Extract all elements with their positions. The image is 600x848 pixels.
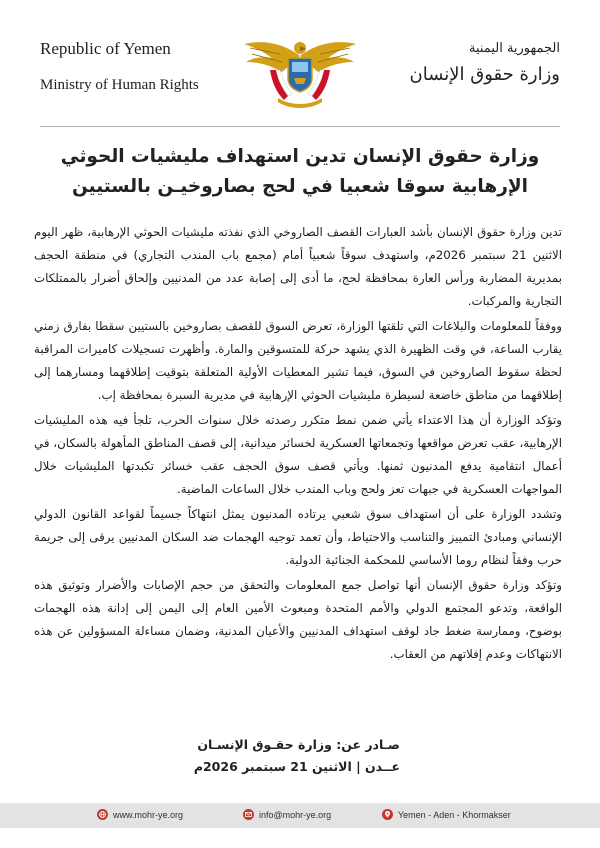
body-paragraph: ووفقاً للمعلومات والبلاغات التي تلقتها الوزارة، تعرض السوق للقصف بصاروخين بالستيين سقطا بفارق زمني يقارب الساعة، في وقت الظهيرة الذي يشهد حركة للمتسوقين والمارة. وأظهرت تسجيلات كاميرات المراقبة لحظة سقوط الصاروخين في السوق، فيما تشير المعطيات الأولية المتعلقة بتوقيت إطلاقهما ومسارهما إلى إطلاقهما من مناطق خاضعة لسيطرة مليشيات الحوثي الإرهابية في مديرية السبرة بمحافظة إب. bbox=[34, 319, 562, 402]
yemen-eagle-emblem-icon bbox=[242, 34, 358, 110]
issuer-line: صـادر عن: وزارة حقـوق الإنسـان bbox=[197, 737, 400, 752]
website-text: www.mohr-ye.org bbox=[113, 809, 184, 820]
footer-email[interactable] bbox=[243, 809, 331, 820]
footer-bar bbox=[0, 803, 600, 828]
footer-website[interactable] bbox=[97, 809, 183, 820]
letterhead-english bbox=[40, 38, 199, 96]
republic-name-en: Republic of Yemen bbox=[40, 39, 171, 58]
press-release-title bbox=[60, 142, 540, 202]
footer-address bbox=[382, 809, 511, 820]
ministry-name-ar: وزارة حقوق الإنسان bbox=[409, 64, 560, 85]
ministry-name-en: Ministry of Human Rights bbox=[40, 77, 199, 93]
press-release-body bbox=[34, 221, 562, 668]
body-paragraph: وتؤكد الوزارة أن هذا الاعتداء يأتي ضمن نمط متكرر رصدته خلال سنوات الحرب، تلجأ فيه هذه المليشيات الإرهابية، عقب تعرض مواقعها وتجمعاتها العسكرية لخسائر ميدانية، إلى قصف المناطق المأهولة بالسكان، في أعمال انتقامية يدفع المدنيون ثمنها. ويأتي قصف سوق الحجف عقب خسائر تكبدتها المليشيات خلال المواجهات العسكرية في جبهات تعز ولحج وباب المندب خلال الساعات الماضية. bbox=[34, 413, 562, 496]
body-paragraph: وتؤكد وزارة حقوق الإنسان أنها تواصل جمع المعلومات والتحقق من حجم الإصابات والأضرار وتوثيق هذه الواقعة، وتدعو المجتمع الدولي والأمم المتحدة ومبعوث الأمين العام إلى اليمن إلى إدانة هذه الهجمات بوضوح، وممارسة ضغط جاد لوقف استهداف المدنيين والأعيان المدنية، وضمان مساءلة المسؤولين عن هذه الانتهاكات وعدم إفلاتهم من العقاب. bbox=[34, 578, 562, 661]
title-line-1: وزارة حقوق الإنسان تدين استهداف مليشيات الحوثي bbox=[60, 146, 540, 167]
globe-icon bbox=[97, 809, 108, 820]
email-icon bbox=[243, 809, 254, 820]
location-pin-icon bbox=[382, 809, 393, 820]
header-divider bbox=[40, 126, 560, 127]
address-text: Yemen - Aden - Khormakser bbox=[398, 809, 511, 820]
title-line-2: الإرهابية سوقا شعبيا في لحج بصاروخيـن بالستيين bbox=[72, 176, 528, 197]
body-paragraph: وتشدد الوزارة على أن استهداف سوق شعبي يرتاده المدنيون يمثل انتهاكاً جسيماً لقواعد القانون الدولي الإنساني ومبادئ التمييز والتناسب والاحتياط، وأن تعمد توجيه الهجمات ضد السكان المدنيين يرقى إلى جريمة حرب وفقاً لنظام روما الأساسي للمحكمة الجنائية الدولية. bbox=[34, 507, 562, 567]
letterhead bbox=[0, 0, 600, 128]
body-paragraph: تدين وزارة حقوق الإنسان بأشد العبارات القصف الصاروخي الذي نفذته مليشيات الحوثي الإرهابية، ظهر اليوم الاثنين 21 سبتمبر 2026م، واستهدف سوقاً شعبياً أمام (مجمع باب المندب التجاري) في منطقة الحجف بمديرية المضاربة ورأس العارة بمحافظة لحج، ما أدى إلى إصابة عدد من المدنيين وإلحاق أضرار بالممتلكات التجارية والمركبات. bbox=[34, 225, 562, 308]
date-place-line: عــدن | الاثنين 21 سبتمبر 2026م bbox=[193, 759, 400, 774]
email-text: info@mohr-ye.org bbox=[259, 809, 332, 820]
letterhead-arabic bbox=[410, 40, 561, 88]
signature-block bbox=[194, 734, 400, 778]
republic-name-ar: الجمهورية اليمنية bbox=[468, 41, 560, 56]
